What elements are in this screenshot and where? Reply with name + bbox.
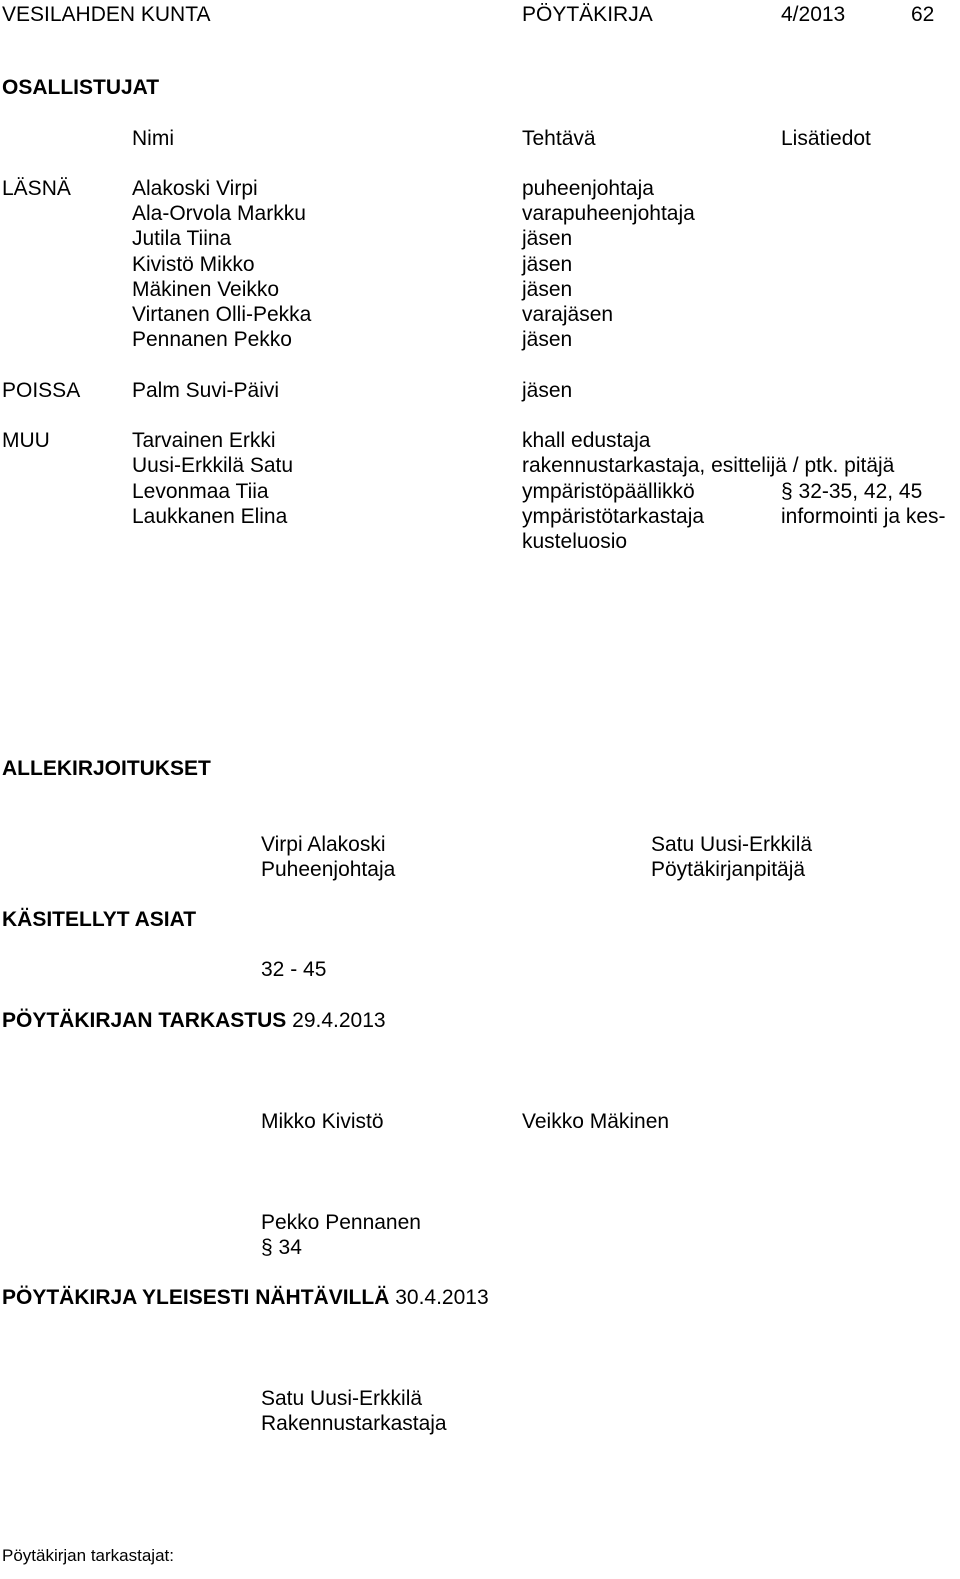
document-type: PÖYTÄKIRJA bbox=[522, 3, 653, 26]
absent-label: POISSA bbox=[2, 379, 81, 402]
review-heading bbox=[2, 1008, 386, 1033]
municipality-name: VESILAHDEN KUNTA bbox=[2, 3, 211, 26]
reviewer-name: Pekko Pennanen bbox=[261, 1211, 421, 1234]
participant-role: varapuheenjohtaja bbox=[522, 202, 695, 225]
reviewer-name: Veikko Mäkinen bbox=[522, 1110, 670, 1133]
page-number: 62 bbox=[911, 3, 935, 26]
chair-title: Puheenjohtaja bbox=[261, 858, 396, 881]
handled-items: 32 - 45 bbox=[261, 958, 327, 981]
participant-name: Laukkanen Elina bbox=[132, 505, 288, 528]
other-label: MUU bbox=[2, 429, 50, 452]
participant-name: Levonmaa Tiia bbox=[132, 480, 269, 503]
participant-name: Ala-Orvola Markku bbox=[132, 202, 306, 225]
chair-name: Virpi Alakoski bbox=[261, 833, 386, 856]
public-signer-name: Satu Uusi-Erkkilä bbox=[261, 1387, 423, 1410]
participant-notes: § 32-35, 42, 45 bbox=[781, 480, 923, 503]
public-heading-label: PÖYTÄKIRJA YLEISESTI NÄHTÄVILLÄ bbox=[2, 1286, 390, 1309]
column-header-role: Tehtävä bbox=[522, 127, 596, 150]
review-date: 29.4.2013 bbox=[292, 1009, 386, 1032]
column-header-name: Nimi bbox=[132, 127, 174, 150]
signatures-heading: ALLEKIRJOITUKSET bbox=[2, 757, 211, 780]
participant-notes: informointi ja kes- bbox=[781, 505, 946, 528]
participant-name: Virtanen Olli-Pekka bbox=[132, 303, 312, 326]
column-header-notes: Lisätiedot bbox=[781, 127, 871, 150]
participant-role: jäsen bbox=[522, 328, 573, 351]
participant-role: jäsen bbox=[522, 379, 573, 402]
participant-role: jäsen bbox=[522, 278, 573, 301]
participant-notes-continuation: kusteluosio bbox=[522, 530, 628, 553]
participant-name: Uusi-Erkkilä Satu bbox=[132, 454, 294, 477]
participant-role: varajäsen bbox=[522, 303, 614, 326]
participant-role: rakennustarkastaja, esittelijä / ptk. pitäjä bbox=[522, 454, 895, 477]
participant-name: Tarvainen Erkki bbox=[132, 429, 276, 452]
participant-role: khall edustaja bbox=[522, 429, 651, 452]
participant-name: Jutila Tiina bbox=[132, 227, 232, 250]
participant-role: ympäristöpäällikkö bbox=[522, 480, 695, 503]
participant-role: jäsen bbox=[522, 227, 573, 250]
participant-name: Kivistö Mikko bbox=[132, 253, 255, 276]
present-label: LÄSNÄ bbox=[2, 177, 71, 200]
reviewer-note: § 34 bbox=[261, 1236, 302, 1259]
participant-name: Alakoski Virpi bbox=[132, 177, 258, 200]
review-heading-label: PÖYTÄKIRJAN TARKASTUS bbox=[2, 1009, 287, 1032]
participants-heading: OSALLISTUJAT bbox=[2, 76, 160, 99]
secretary-title: Pöytäkirjanpitäjä bbox=[651, 858, 806, 881]
participant-name: Palm Suvi-Päivi bbox=[132, 379, 280, 402]
participant-role: jäsen bbox=[522, 253, 573, 276]
handled-heading: KÄSITELLYT ASIAT bbox=[2, 908, 197, 931]
participant-name: Pennanen Pekko bbox=[132, 328, 292, 351]
public-signer-title: Rakennustarkastaja bbox=[261, 1412, 447, 1435]
issue-number: 4/2013 bbox=[781, 3, 846, 26]
participant-name: Mäkinen Veikko bbox=[132, 278, 280, 301]
participant-role: puheenjohtaja bbox=[522, 177, 654, 200]
participant-role: ympäristötarkastaja bbox=[522, 505, 705, 528]
secretary-name: Satu Uusi-Erkkilä bbox=[651, 833, 813, 856]
footer-reviewers-label: Pöytäkirjan tarkastajat: bbox=[2, 1546, 174, 1565]
reviewer-name: Mikko Kivistö bbox=[261, 1110, 384, 1133]
public-heading bbox=[2, 1285, 489, 1310]
public-date: 30.4.2013 bbox=[395, 1286, 489, 1309]
